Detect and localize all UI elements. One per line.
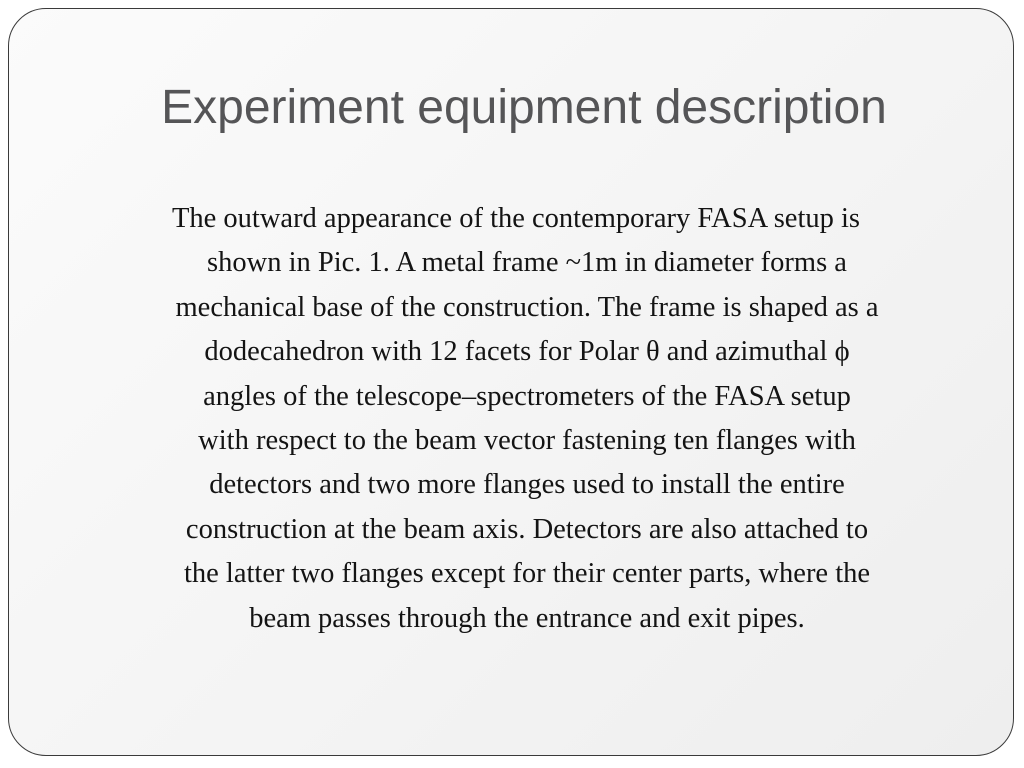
paragraph-line: angles of the telescope–spectrometers of the FASA setup [203,380,851,412]
paragraph-line: the latter two flanges except for their center parts, where the [183,558,871,590]
paragraph-line: beam passes through the entrance and exit pipes. [249,602,805,634]
paragraph-line: detectors and two more flanges used to install the entire [209,469,845,501]
paragraph-line: shown in Pic. 1. A metal frame ~1m in diameter forms a [207,247,847,279]
paragraph-line: with respect to the beam vector fastening ten flanges with [198,425,856,457]
paragraph-line: mechanical base of the construction. The frame is shaped as a [175,291,879,323]
paragraph-line: dodecahedron with 12 facets for Polar θ and azimuthal ϕ [204,336,850,368]
body-paragraph [100,197,954,641]
paragraph-line: construction at the beam axis. Detectors are also attached to [185,513,869,545]
paragraph-line: The outward appearance of the contemporary FASA setup is [171,203,860,234]
slide-title: Experiment equipment description [161,81,887,134]
